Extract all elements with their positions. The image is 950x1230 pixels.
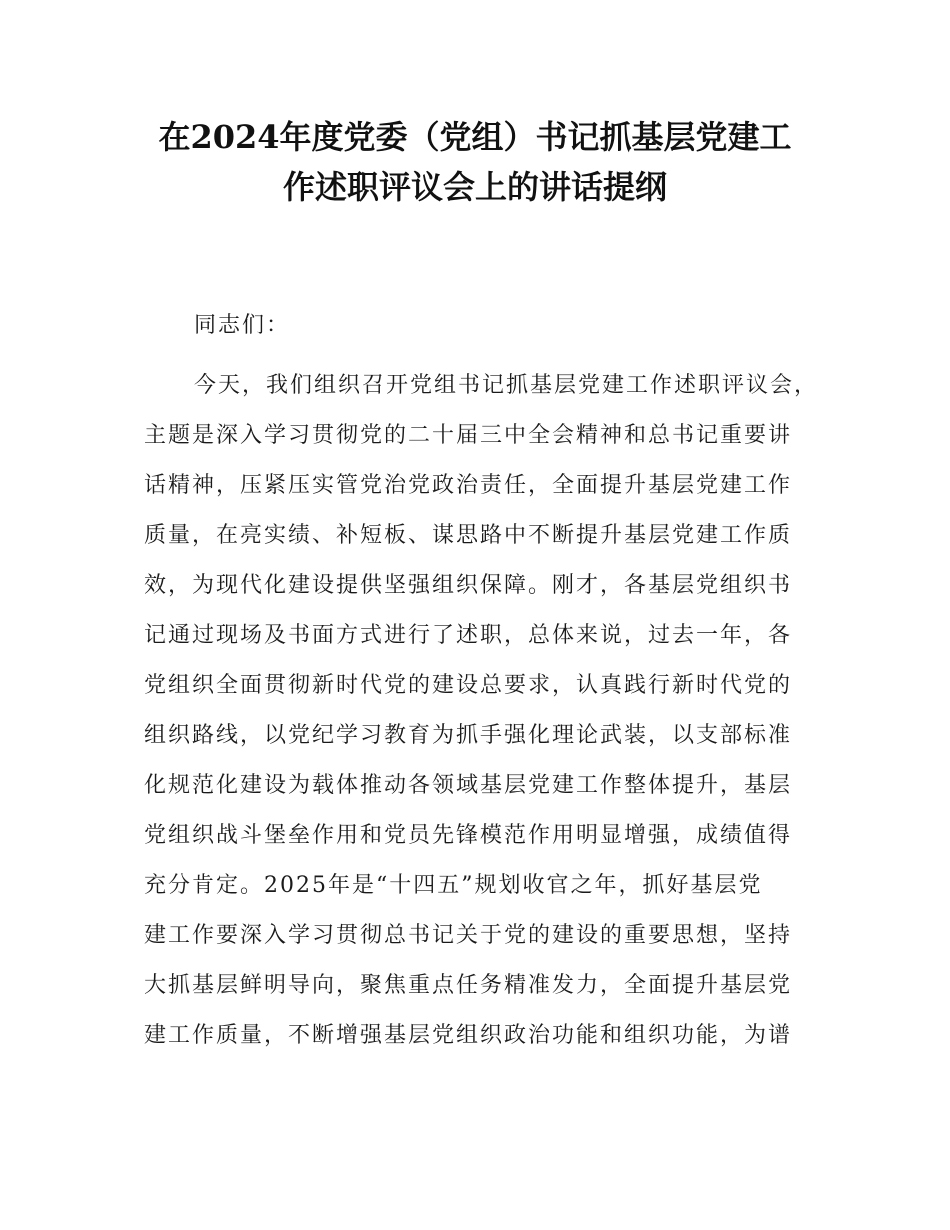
paragraph-line: 党组织全面贯彻新时代党的建设总要求，认真践行新时代党的 xyxy=(144,673,793,698)
paragraph-line: 主题是深入学习贯彻党的二十届三中全会精神和总书记重要讲 xyxy=(144,423,793,448)
paragraph-line: 组织路线，以党纪学习教育为抓手强化理论武装，以支部标准 xyxy=(144,723,793,748)
paragraph-line: 话精神，压紧压实管党治党政治责任，全面提升基层党建工作 xyxy=(144,473,793,498)
document-title xyxy=(120,112,830,212)
paragraph-line: 今天，我们组织召开党组书记抓基层党建工作述职评议会， xyxy=(194,373,819,398)
paragraph-line: 党组织战斗堡垒作用和党员先锋模范作用明显增强，成绩值得 xyxy=(144,823,793,848)
paragraph-line: 大抓基层鲜明导向，聚焦重点任务精准发力，全面提升基层党 xyxy=(144,973,793,998)
paragraph-line: 建工作要深入学习贯彻总书记关于党的建设的重要思想，坚持 xyxy=(144,923,793,948)
salutation: 同志们： xyxy=(194,313,291,338)
paragraph-line: 化规范化建设为载体推动各领域基层党建工作整体提升，基层 xyxy=(144,773,793,798)
paragraph-line: 效，为现代化建设提供坚强组织保障。刚才，各基层党组织书 xyxy=(144,573,793,598)
paragraph-line: 充分肯定。2025年是“十四五”规划收官之年，抓好基层党 xyxy=(144,873,763,898)
title-line-1: 在2024年度党委（党组）书记抓基层党建工 xyxy=(158,118,792,156)
title-line-2: 作述职评议会上的讲话提纲 xyxy=(282,168,667,206)
paragraph-line: 质量，在亮实绩、补短板、谋思路中不断提升基层党建工作质 xyxy=(144,523,793,548)
paragraph-line: 建工作质量，不断增强基层党组织政治功能和组织功能，为谱 xyxy=(144,1023,793,1048)
paragraph-line: 记通过现场及书面方式进行了述职，总体来说，过去一年，各 xyxy=(144,623,793,648)
